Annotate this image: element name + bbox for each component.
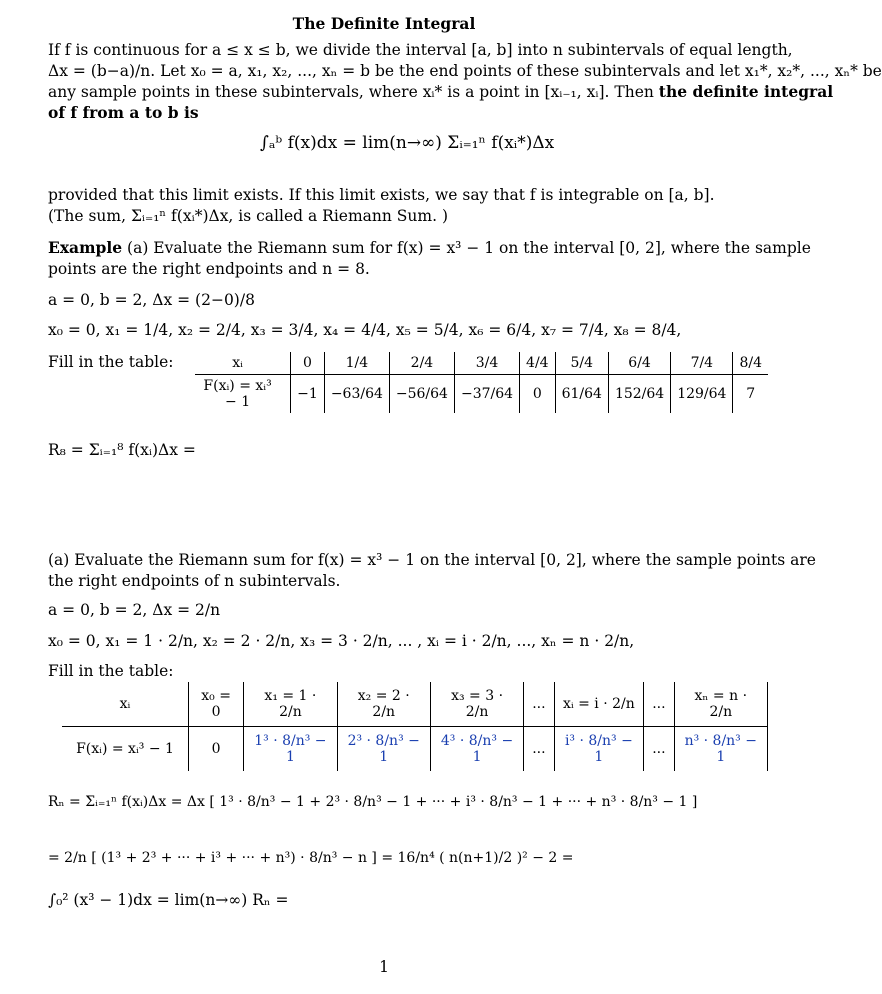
table-cell: −56/64 xyxy=(389,375,454,414)
table-cell: i³ · 8/n³ − 1 xyxy=(554,727,644,772)
table-cell: 3/4 xyxy=(454,352,519,375)
example2-fill-label: Fill in the table: xyxy=(48,662,174,680)
riemann-sum-note: (The sum, Σᵢ₌₁ⁿ f(xᵢ*)Δx, is called a Riemann Sum. ) xyxy=(48,207,448,225)
table-cell: 2/4 xyxy=(389,352,454,375)
table-cell: 0 xyxy=(520,375,556,414)
table-cell: xᵢ = i · 2/n xyxy=(554,682,644,727)
table-cell: 61/64 xyxy=(555,375,608,414)
table-cell: 0 xyxy=(291,352,325,375)
example2-xs: x₀ = 0, x₁ = 1 · 2/n, x₂ = 2 · 2/n, x₃ = 3 · 2/n, ... , xᵢ = i · 2/n, ..., xₙ = n · 2/n, xyxy=(48,632,635,650)
table-cell: x₂ = 2 · 2/n xyxy=(337,682,430,727)
table-cell: xₙ = n · 2/n xyxy=(674,682,767,727)
table-cell: x₁ = 1 · 2/n xyxy=(244,682,337,727)
table-cell: 2³ · 8/n³ − 1 xyxy=(337,727,430,772)
example2-prompt: (a) Evaluate the Riemann sum for f(x) = x³ − 1 on the interval [0, 2], where the sample points are xyxy=(48,551,816,569)
table-cell: 5/4 xyxy=(555,352,608,375)
table-cell: −37/64 xyxy=(454,375,519,414)
table-cell: n³ · 8/n³ − 1 xyxy=(674,727,767,772)
example2-table xyxy=(62,682,768,771)
intro-line-2: Δx = (b−a)/n. Let x₀ = a, x₁, x₂, ..., xₙ = b be the end points of these subintervals and let x₁*, x₂*, ..., xₙ* be xyxy=(48,62,882,80)
table-cell: −1 xyxy=(291,375,325,414)
example2-rn-simplified: = 2/n [ (1³ + 2³ + ··· + i³ + ··· + n³) · 8/n³ − n ] = 16/n⁴ ( n(n+1)/2 )² − 2 = xyxy=(48,850,574,866)
example1-ab: a = 0, b = 2, Δx = (2−0)/8 xyxy=(48,291,255,309)
table-cell: 4/4 xyxy=(520,352,556,375)
example1-prompt-2: points are the right endpoints and n = 8. xyxy=(48,260,370,278)
table-cell: ... xyxy=(644,727,674,772)
intro-line-3: any sample points in these subintervals, where xᵢ* is a point in [xᵢ₋₁, xᵢ]. Then the definite integral xyxy=(48,82,834,101)
table-cell: 4³ · 8/n³ − 1 xyxy=(430,727,523,772)
table-cell: x₀ = 0 xyxy=(189,682,244,727)
intro-line-5: provided that this limit exists. If this limit exists, we say that f is integrable on [a, b]. xyxy=(48,186,715,204)
example2-ab: a = 0, b = 2, Δx = 2/n xyxy=(48,601,221,619)
table-cell: −63/64 xyxy=(324,375,389,414)
example1-prompt: Example (a) Evaluate the Riemann sum for f(x) = x³ − 1 on the interval [0, 2], where the sample xyxy=(48,238,811,257)
example2-fxi-row xyxy=(62,727,768,772)
example2-xi-label: xᵢ xyxy=(62,682,189,727)
example1-table xyxy=(195,352,768,413)
example2-prompt-2: the right endpoints of n subintervals. xyxy=(48,572,341,590)
table-cell: 7 xyxy=(733,375,768,414)
table-cell: 129/64 xyxy=(671,375,733,414)
example2-fxi-label: F(xᵢ) = xᵢ³ − 1 xyxy=(62,727,189,772)
example2-rn: Rₙ = Σᵢ₌₁ⁿ f(xᵢ)Δx = Δx [ 1³ · 8/n³ − 1 + 2³ · 8/n³ − 1 + ··· + i³ · 8/n³ − 1 + ··· + n³ · 8/n³ − 1 ] xyxy=(48,794,698,810)
example1-fill-label: Fill in the table: xyxy=(48,353,174,371)
example2-limit: ∫₀² (x³ − 1)dx = lim(n→∞) Rₙ = xyxy=(48,891,289,909)
table-cell: ... xyxy=(524,727,554,772)
example1-xi-row xyxy=(195,352,768,375)
table-cell: x₃ = 3 · 2/n xyxy=(430,682,523,727)
table-cell: 152/64 xyxy=(608,375,670,414)
definite-integral-formula: ∫ₐᵇ f(x)dx = lim(n→∞) Σᵢ₌₁ⁿ f(xᵢ*)Δx xyxy=(260,133,555,153)
table-cell: 8/4 xyxy=(733,352,768,375)
table-cell: 7/4 xyxy=(671,352,733,375)
table-cell: ... xyxy=(644,682,674,727)
example1-xs: x₀ = 0, x₁ = 1/4, x₂ = 2/4, x₃ = 3/4, x₄ = 4/4, x₅ = 5/4, x₆ = 6/4, x₇ = 7/4, x₈ = 8/4, xyxy=(48,321,682,339)
page-title: The Definite Integral xyxy=(292,14,476,33)
example1-fxi-label: F(xᵢ) = xᵢ³ − 1 xyxy=(203,378,272,410)
intro-line-4: of f from a to b is xyxy=(48,103,199,122)
table-cell: 0 xyxy=(189,727,244,772)
table-cell: ... xyxy=(524,682,554,727)
definite-integral-term: the definite integral xyxy=(658,82,834,101)
table-cell: 1³ · 8/n³ − 1 xyxy=(244,727,337,772)
example2-xi-row xyxy=(62,682,768,727)
page-number: 1 xyxy=(379,958,389,976)
example1-r8: R₈ = Σᵢ₌₁⁸ f(xᵢ)Δx = xyxy=(48,441,196,459)
intro-line-1: If f is continuous for a ≤ x ≤ b, we divide the interval [a, b] into n subintervals of equal length, xyxy=(48,41,793,59)
table-cell: 6/4 xyxy=(608,352,670,375)
table-cell: 1/4 xyxy=(324,352,389,375)
example1-fxi-row xyxy=(195,375,768,414)
example1-xi-label: xᵢ xyxy=(195,352,291,375)
